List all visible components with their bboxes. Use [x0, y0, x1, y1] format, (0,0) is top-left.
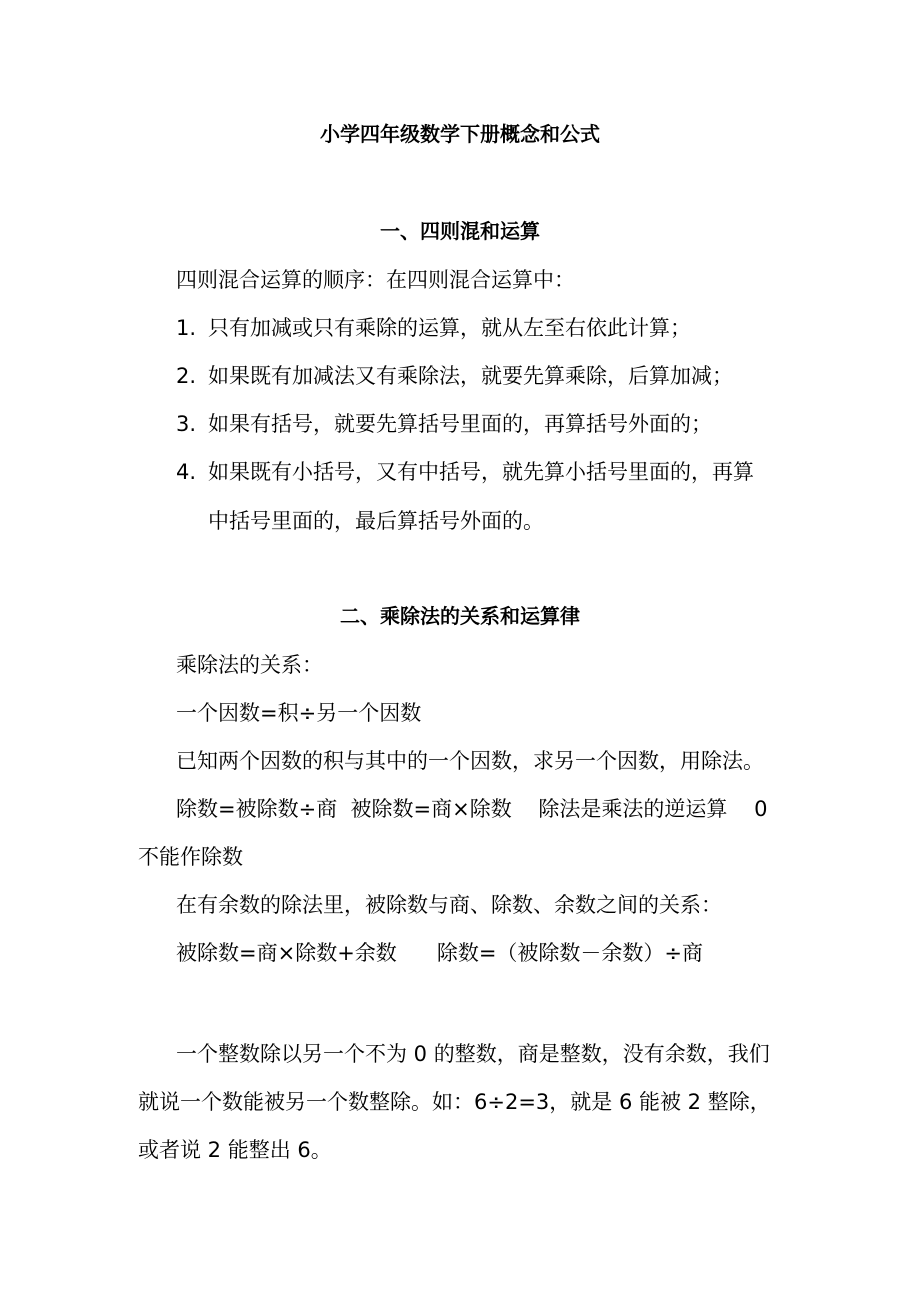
section1-intro: 四则混合运算的顺序：在四则混合运算中：	[176, 268, 575, 292]
list-item-text: 如果既有加减法又有乘除法，就要先算乘除，后算加减；	[208, 364, 733, 388]
list-item-4	[176, 457, 754, 487]
remainder-intro: 在有余数的除法里，被除数与商、除数、余数之间的关系：	[176, 893, 722, 917]
divisible-text-line1: 一个整数除以另一个不为 0 的整数，商是整数，没有余数，我们	[176, 1042, 770, 1066]
list-item-number: 1.	[176, 316, 197, 340]
list-item-number: 4.	[176, 460, 197, 484]
list-item-text: 如果既有小括号，又有中括号，就先算小括号里面的，再算	[208, 460, 754, 484]
list-item-2	[176, 361, 733, 391]
remainder-formula: 被除数=商×除数+余数 除数=（被除数－余数）÷商	[176, 941, 704, 965]
divisible-text-line2: 就说一个数能被另一个数整除。如：6÷2=3，就是 6 能被 2 整除，	[138, 1090, 771, 1114]
relation-label: 乘除法的关系：	[176, 653, 323, 677]
section2-heading: 二、乘除法的关系和运算律	[340, 604, 580, 628]
list-item-text: 如果有括号，就要先算括号里面的，再算括号外面的；	[208, 412, 712, 436]
formula-divisor: 除数=被除数÷商 被除数=商×除数 除法是乘法的逆运算 0	[176, 797, 768, 821]
list-item-1	[176, 313, 691, 343]
formula-divisor-cont: 不能作除数	[138, 845, 243, 869]
formula-factor: 一个因数=积÷另一个因数	[176, 701, 422, 725]
page-title: 小学四年级数学下册概念和公式	[320, 122, 600, 146]
rule-division: 已知两个因数的积与其中的一个因数，求另一个因数，用除法。	[176, 749, 764, 773]
list-item-number: 2.	[176, 364, 197, 388]
list-item-3	[176, 409, 712, 439]
list-item-number: 3.	[176, 412, 197, 436]
list-item-4-continuation: 中括号里面的，最后算括号外面的。	[208, 509, 544, 533]
divisible-text-line3: 或者说 2 能整出 6。	[138, 1138, 332, 1162]
section1-heading: 一、四则混和运算	[380, 219, 540, 243]
list-item-text: 只有加减或只有乘除的运算，就从左至右依此计算；	[208, 316, 691, 340]
